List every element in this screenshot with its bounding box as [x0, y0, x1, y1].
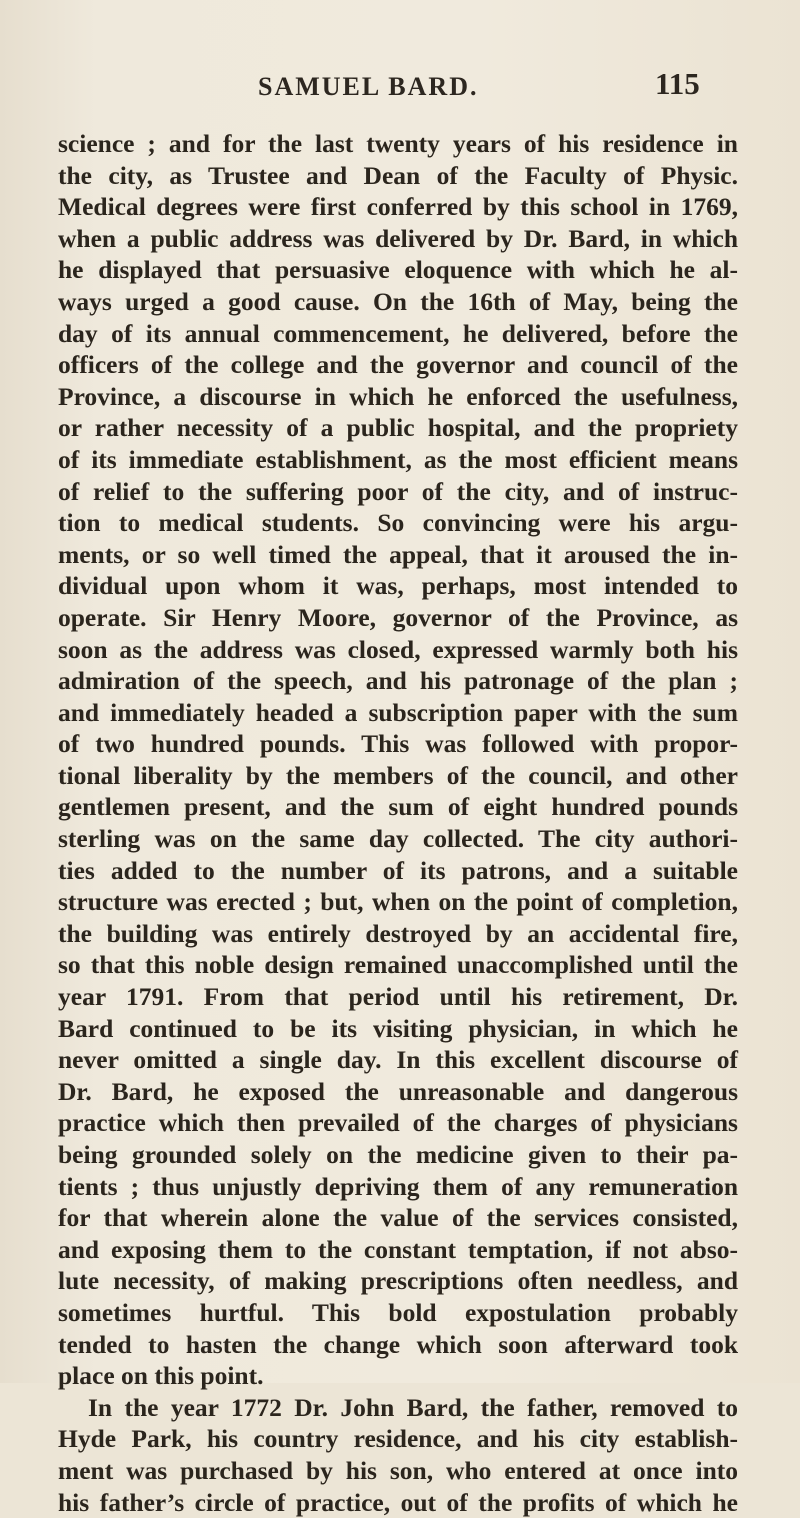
text-line: when a public address was delivered by Dr. Bard, in which: [58, 223, 738, 253]
text-line: sterling was on the same day collected. The city authori-: [58, 824, 738, 854]
text-line: sometimes hurtful. This bold expostulation probably: [58, 1297, 738, 1327]
text-line: his father’s circle of practice, out of the profits of which he: [58, 1487, 738, 1517]
paragraph-start-line: In the year 1772 Dr. John Bard, the father, removed to: [88, 1392, 738, 1422]
text-line: being grounded solely on the medicine given to their pa-: [58, 1140, 738, 1169]
text-line: of two hundred pounds. This was followed with propor-: [58, 729, 738, 759]
text-line: Hyde Park, his country residence, and his city establish-: [58, 1424, 738, 1454]
text-line: for that wherein alone the value of the services consisted,: [58, 1203, 738, 1233]
body-text: [58, 128, 738, 1518]
text-line: tional liberality by the members of the council, and other: [58, 760, 738, 790]
text-line: practice which then prevailed of the charges of physicians: [58, 1108, 738, 1138]
text-line: Bard continued to be its visiting physician, in which he: [58, 1013, 738, 1043]
text-line: never omitted a single day. In this excellent discourse of: [58, 1045, 738, 1075]
paragraph-end-line: place on this point.: [58, 1361, 264, 1391]
text-line: he displayed that persuasive eloquence with which he al-: [58, 255, 738, 285]
page-number: 115: [655, 66, 700, 101]
text-line: ties added to the number of its patrons, and a suitable: [58, 855, 738, 885]
text-line: officers of the college and the governor and council of the: [58, 350, 738, 380]
running-title: SAMUEL BARD.: [258, 72, 479, 101]
text-line: or rather necessity of a public hospital, and the propriety: [58, 413, 738, 443]
text-line: the building was entirely destroyed by an accidental fire,: [58, 918, 738, 948]
text-line: Dr. Bard, he exposed the unreasonable and dangerous: [58, 1076, 738, 1106]
text-line: Medical degrees were first conferred by this school in 1769,: [58, 192, 738, 222]
text-line: of its immediate establishment, as the most efficient means: [58, 444, 738, 474]
text-line: ways urged a good cause. On the 16th of May, being the: [58, 286, 738, 316]
text-line: ments, or so well timed the appeal, that it aroused the in-: [58, 539, 738, 569]
text-line: and immediately headed a subscription paper with the sum: [58, 697, 738, 727]
text-line: tion to medical students. So convincing were his argu-: [58, 508, 738, 538]
text-line: so that this noble design remained unaccomplished until the: [58, 950, 738, 980]
text-line: day of its annual commencement, he delivered, before the: [58, 318, 738, 348]
running-head: [0, 66, 800, 104]
text-line: dividual upon whom it was, perhaps, most intended to: [58, 571, 738, 601]
text-line: tended to hasten the change which soon afterward took: [58, 1329, 738, 1359]
text-line: of relief to the suffering poor of the city, and of instruc-: [58, 476, 738, 506]
text-line: operate. Sir Henry Moore, governor of the Province, as: [58, 602, 738, 632]
text-line: soon as the address was closed, expressed warmly both his: [58, 634, 738, 664]
text-line: ment was purchased by his son, who entered at once into: [58, 1455, 738, 1485]
text-line: and exposing them to the constant temptation, if not abso-: [58, 1234, 738, 1264]
text-line: structure was erected ; but, when on the point of completion,: [58, 887, 738, 917]
text-line: tients ; thus unjustly depriving them of any remuneration: [58, 1171, 738, 1201]
text-line: science ; and for the last twenty years of his residence in: [58, 129, 738, 158]
text-line: lute necessity, of making prescriptions often needless, and: [58, 1266, 738, 1296]
text-line: gentlemen present, and the sum of eight hundred pounds: [58, 792, 738, 822]
text-line: Province, a discourse in which he enforced the usefulness,: [58, 381, 738, 411]
text-line: admiration of the speech, and his patronage of the plan ;: [58, 666, 738, 696]
text-line: year 1791. From that period until his retirement, Dr.: [58, 982, 738, 1012]
text-line: the city, as Trustee and Dean of the Faculty of Physic.: [58, 160, 738, 190]
